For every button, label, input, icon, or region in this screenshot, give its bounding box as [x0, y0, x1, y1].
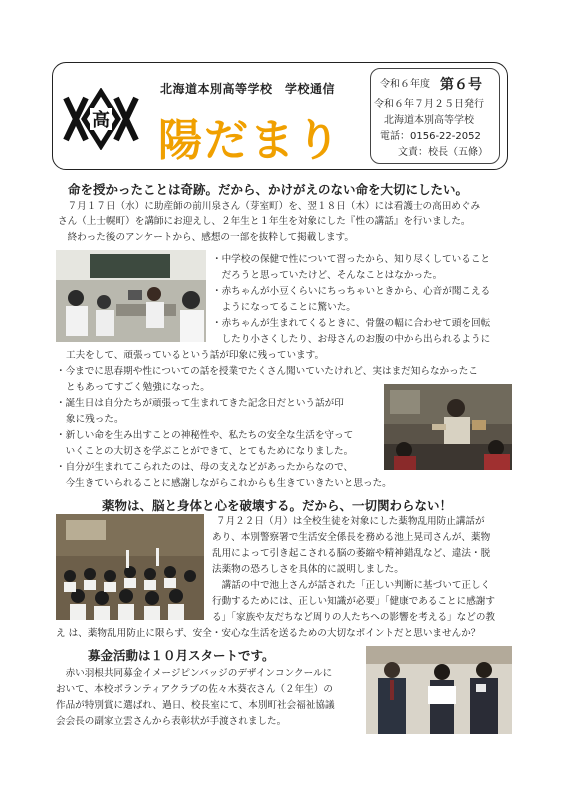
article3-heading: 募金活動は１０月スタートです。 [88, 648, 275, 663]
issue-year: 令和６年度 [380, 79, 430, 90]
newsletter-title: 陽だまり [158, 115, 342, 166]
article2-line: る」「家族や友だちなど周りの人たちへの影響を考える」などの教 [212, 612, 496, 623]
article1-heading: 命を授かったことは奇跡。だから、かけがえのない命を大切にしたい。 [68, 182, 469, 197]
article1-line: ・自分が生まれてこられたのは、母の支えなどがあったからなので、 [56, 462, 354, 473]
article1-line: ７月１７日（水）に助産師の前川泉さん（芽室町）を、翌１８日（木）には看護士の高田めぐみ [58, 201, 481, 212]
article1-line: 工夫をして、頑張っているという話が印象に残っています。 [66, 350, 325, 361]
article1-line: 今生きていられることに感謝しながらこれからも生きていきたいと思った。 [56, 478, 392, 489]
article1-line: だろうと思っていたけど、そんなことはなかった。 [212, 270, 443, 281]
issue-date: 令和６年７月２５日発行 [374, 99, 484, 110]
article1-line: ・中学校の保健で性について習ったから、知り尽くしていること [212, 254, 491, 265]
midwife-lecture-photo [384, 384, 512, 470]
article1-line: さん（上士幌町）を講師にお迎えし、２年生と１年生を対象にした『性の講話』を行いました。 [58, 216, 471, 227]
article2-line: あり、本別警察署で生活安全係長を務める池上晃司さんが、薬物 [212, 532, 491, 543]
article2-line: ７月２２日（月）は全校生徒を対象にした薬物乱用防止講話が [216, 516, 485, 527]
award-ceremony-photo [366, 646, 512, 734]
article1-line: ともあってすごく勉強になった。 [66, 382, 210, 393]
article1-line: ・誕生日は自分たちが頑張って生まれてきた記念日だという話が印 [56, 398, 344, 409]
article2-line: え は、薬物乱用防止に限らず、安全・安心な生活を送るための大切なポイントだと思いませんか？ [56, 628, 481, 639]
article2-heading: 薬物は、脳と身体と心を破壊する。だから、一切関わらない！ [102, 498, 453, 513]
article3-line: 赤い羽根共同募金イメージピンバッジのデザインコンクールに [56, 668, 333, 679]
article2-line: 行動するためには、正しい知識が必要」「健康であることに感謝す [212, 596, 496, 607]
article3-line: 会会長の副家立雲さんから表彰状が手渡されました。 [56, 716, 287, 727]
school-emblem-icon [62, 88, 140, 150]
gym-assembly-photo [56, 514, 204, 620]
article2-line: 乱用によって引き起こされる脳の萎縮や精神錯乱など、違法・脱 [212, 548, 491, 559]
article1-line: ・赤ちゃんが小豆くらいにちっちゃいときから、心音が聞こえる [212, 286, 491, 297]
article3-line: 作品が特別賞に選ばれ、過日、校長室にて、本別町社会福祉協議 [56, 700, 335, 711]
article1-line: したり小さくしたり、お母さんのお腹の中から出られるように [212, 334, 491, 345]
svg-text:高: 高 [92, 110, 110, 131]
publisher: 北海道本別高等学校 [384, 115, 474, 126]
article1-line: 終わった後のアンケートから、感想の一部を抜粋して掲載します。 [58, 232, 354, 243]
article2-line: 法薬物の恐ろしさを具体的に説明しました。 [212, 564, 404, 575]
article1-line: ・赤ちゃんが生まれてくるときに、骨盤の幅に合わせて頭を回転 [212, 318, 491, 329]
article1-line: ようになってることに驚いた。 [212, 302, 356, 313]
author: 文責：校長（五條） [398, 147, 488, 158]
article3-line: おいて、本校ボランティアクラブの佐々木葵衣さん（２年生）の [56, 684, 333, 695]
school-name-line: 北海道本別高等学校 学校通信 [160, 82, 336, 96]
phone: 電話：0156-22-2052 [380, 131, 481, 142]
article1-line: 象に残った。 [66, 414, 124, 425]
issue-number: 第６号 [440, 77, 482, 93]
article2-line: 講話の中で池上さんが話された「正しい判断に基づいて正しく [212, 580, 491, 591]
article1-line: ・新しい命を生み出すことの神秘性や、私たちの安全な生活を守って [56, 430, 354, 441]
article1-line: いくことの大切さを学ぶことができて、とてもためになりました。 [56, 446, 354, 457]
classroom-lecture-photo [56, 250, 206, 342]
article1-line: ・今までに思春期や性についての話を授業でたくさん聞いていたけれど、実はまだ知らなかったこ [56, 366, 478, 377]
